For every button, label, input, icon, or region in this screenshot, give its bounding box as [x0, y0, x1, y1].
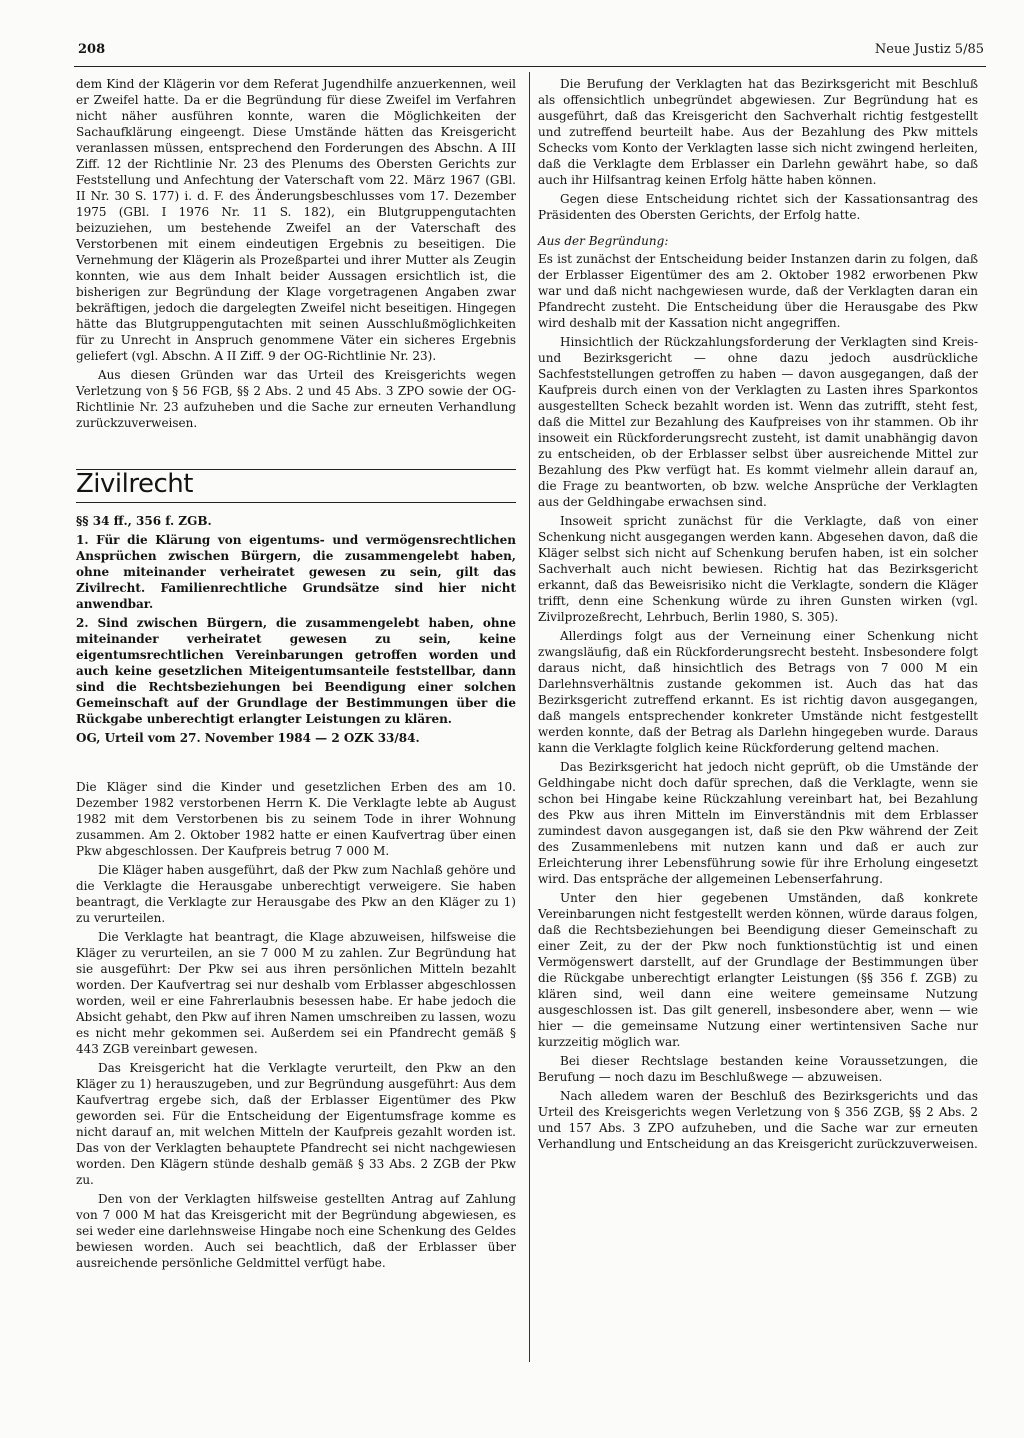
norms-reference: §§ 34 ff., 356 f. ZGB. [76, 514, 212, 528]
paragraph: Die Kläger sind die Kinder und gesetzlichen Erben des am 10. Dezember 1982 verstorbenen Herrn K. Die Verklagte lebte ab August 1982 mit dem Verstorbenen bis zu seinem Tode in ihrer Wohnung zusammen. Am 2. Oktober 1982 hatte er einen Kaufvertrag über einen Pkw abgeschlossen. Der Kaufpreis betrug 7 000 M. [76, 780, 516, 858]
paragraph: Insoweit spricht zunächst für die Verklagte, daß von einer Schenkung nicht ausgegangen werden kann. Abgesehen davon, daß die Kläger selbst sich nicht auf Schenkung berufen haben, ist ein solcher Sachverhalt auch nicht bewiesen. Richtig hat das Bezirksgericht erkannt, daß das Beweisrisiko nicht die Verklagte, sondern die Kläger trifft, denn eine Schenkung würde zu ihren Gunsten wirken (vgl. Zivilprozeßrecht, Lehrbuch, Berlin 1980, S. 305). [538, 514, 978, 624]
paragraph: Es ist zunächst der Entscheidung beider Instanzen darin zu folgen, daß der Erblasser Eigentümer des am 2. Oktober 1982 erworbenen Pkw war und daß nicht nachgewiesen wurde, daß der Verklagten daran ein Pfandrecht zusteht. Die Entscheidung über die Herausgabe des Pkw wird deshalb mit der Kassation nicht angegriffen. [538, 252, 978, 330]
paragraph: Nach alledem waren der Beschluß des Bezirksgerichts und das Urteil des Kreisgerichts wegen Verletzung von § 356 ZGB, §§ 2 Abs. 2 und 157 Abs. 3 ZPO aufzuheben, und die Sache war zur erneuten Verhandlung und Entscheidung an das Kreisgericht zurückzuverweisen. [538, 1089, 978, 1151]
paragraph: Die Kläger haben ausgeführt, daß der Pkw zum Nachlaß gehöre und die Verklagte die Herausgabe unberechtigt verweigere. Sie haben beantragt, die Verklagte zur Herausgabe des Pkw an den Kläger zu 1) zu verurteilen. [76, 863, 516, 925]
headnote-2: 2. Sind zwischen Bürgern, die zusammengelebt haben, ohne miteinander verheiratet gewesen zu sein, keine eigentumsrechtlichen Vereinbarungen getroffen worden und auch keine gesetzlichen Miteigentumsanteile feststellbar, dann sind die Rechtsbeziehungen bei Beendigung einer solchen Gemeinschaft auf der Grundlage der Bestimmungen über die Rückgabe unberechtigt erlangter Leistungen zu klären. [76, 616, 516, 726]
paragraph: Die Verklagte hat beantragt, die Klage abzuweisen, hilfsweise die Kläger zu verurteilen, an sie 7 000 M zu zahlen. Zur Begründung hat sie ausgeführt: Der Pkw sei aus ihren persönlichen Mitteln bezahlt worden. Der Kaufvertrag sei nur deshalb vom Erblasser abgeschlossen worden, weil er eine Fahrerlaubnis besessen habe. Er habe jedoch die Absicht gehabt, den Pkw auf ihren Namen umschreiben zu lassen, wozu es nicht mehr gekommen sei. Außerdem sei ein Pfandrecht gemäß § 443 ZGB vereinbart gewesen. [76, 930, 516, 1056]
section-title: Zivilrecht [76, 469, 193, 499]
headnote-1: 1. Für die Klärung von eigentums- und vermögensrechtlichen Ansprüchen zwischen Bürgern, die zusammengelebt haben, ohne miteinander verheiratet gewesen zu sein, gilt das Zivilrecht. Familienrechtliche Grundsätze sind hier nicht anwendbar. [76, 533, 516, 611]
column-divider [529, 72, 530, 1362]
journal-title: Neue Justiz 5/85 [874, 42, 984, 57]
paragraph: Aus diesen Gründen war das Urteil des Kreisgerichts wegen Verletzung von § 56 FGB, §§ 2 Abs. 2 und 45 Abs. 3 ZPO sowie der OG-Richtlinie Nr. 23 aufzuheben und die Sache zur erneuten Verhandlung zurückzuverweisen. [76, 368, 516, 430]
paragraph: Gegen diese Entscheidung richtet sich der Kassationsantrag des Präsidenten des Obersten Gerichts, der Erfolg hatte. [538, 192, 978, 222]
paragraph: Bei dieser Rechtslage bestanden keine Voraussetzungen, die Berufung — noch dazu im Beschlußwege — abzuweisen. [538, 1054, 978, 1084]
paragraph: Allerdings folgt aus der Verneinung einer Schenkung nicht zwangsläufig, daß ein Rückforderungsrecht besteht. Insbesondere folgt daraus nicht, daß hinsichtlich des Betrags von 7 000 M ein Darlehnsverhältnis zustande gekommen ist. Auch das hat das Bezirksgericht zutreffend erkannt. Es ist richtig davon ausgegangen, daß mangels entsprechender konkreter Umstände nicht festgestellt werden konnte, daß der Betrag als Darlehn hingegeben wurde. Daraus kann die Verklagte folglich keine Rückforderung geltend machen. [538, 629, 978, 755]
paragraph: Das Kreisgericht hat die Verklagte verurteilt, den Pkw an den Kläger zu 1) herauszugeben, und zur Begründung ausgeführt: Aus dem Kaufvertrag ergebe sich, daß der Erblasser Eigentümer des Pkw geworden sei. Für die Entscheidung der Eigentumsfrage komme es nicht darauf an, mit welchen Mitteln der Kaufpreis gezahlt worden ist. Das von der Verklagten behauptete Pfandrecht sei nicht nachgewiesen worden. Den Klägern stünde deshalb gemäß § 33 Abs. 2 ZGB der Pkw zu. [76, 1061, 516, 1187]
left-column [76, 76, 516, 1274]
paragraph: dem Kind der Klägerin vor dem Referat Jugendhilfe anzuerkennen, weil er Zweifel hatte. Da er die Begründung für diese Zweifel im Verfahren nicht näher ausführen konnte, waren die Möglichkeiten der Sachaufklärung eingeengt. Diese Umstände hätten das Kreisgericht veranlassen müssen, entsprechend den Forderungen des Abschn. A III Ziff. 12 der Richtlinie Nr. 23 des Plenums des Obersten Gerichts zur Feststellung und Anfechtung der Vaterschaft vom 22. März 1967 (GBl. II Nr. 30 S. 177) i. d. F. des Änderungsbeschlusses vom 17. Dezember 1975 (GBl. I 1976 Nr. 11 S. 182), ein Blutgruppengutachten beizuziehen, um bestehende Zweifel an der Vaterschaft des Verstorbenen mit einem eindeutigen Ergebnis zu beseitigen. Die Vernehmung der Klägerin als Prozeßpartei und ihrer Mutter als Zeugin konnten, wie aus dem Inhalt beider Aussagen ersichtlich ist, die bisherigen zur Begründung der Klage vorgetragenen Angaben zwar bekräftigen, jedoch die dargelegten Zweifel nicht beseitigen. Hingegen hätte das Blutgruppengutachten mit seinen Ausschlußmöglichkeiten für zu Unrecht in Anspruch genommene Väter ein sicheres Ergebnis geliefert (vgl. Abschn. A II Ziff. 9 der OG-Richtlinie Nr. 23). [76, 77, 516, 363]
right-column [538, 76, 978, 1155]
header-rule [74, 66, 986, 67]
spacer [76, 749, 516, 779]
decision-citation: OG, Urteil vom 27. November 1984 — 2 OZK 33/84. [76, 731, 420, 745]
paragraph: Das Bezirksgericht hat jedoch nicht geprüft, ob die Umstände der Geldhingabe nicht doch dafür sprechen, daß die Verklagte, wenn sie schon bei Hingabe keine Rückzahlung vereinbart hat, bei Bezahlung des Pkw aus ihren Mitteln im Einverständnis mit dem Erblasser zumindest davon ausgegangen ist, daß sie den Pkw während der Zeit des Zusammenlebens mit nutzen kann und daß er auch zur Erleichterung ihrer Lebensführung sowie für ihre Erholung eingesetzt wird. Das entspräche der allgemeinen Lebenserfahrung. [538, 760, 978, 886]
paragraph: Unter den hier gegebenen Umständen, daß konkrete Vereinbarungen nicht festgestellt werden können, würde daraus folgen, daß die Rechtsbeziehungen bei Beendigung dieser Gemeinschaft zu einer Zeit, zu der der Pkw noch funktionstüchtig ist und einen Vermögenswert darstellt, auf der Grundlage der Bestimmungen über die Rückgabe unberechtigt erlangter Leistungen (§§ 356 f. ZGB) zu klären sind, weil dann eine weitere gemeinsame Nutzung ausgeschlossen ist. Das gilt generell, insbesondere aber, wenn — wie hier — die gemeinsame Nutzung einer wertintensiven Sache nur kurzzeitig möglich war. [538, 891, 978, 1049]
paragraph: Die Berufung der Verklagten hat das Bezirksgericht mit Beschluß als offensichtlich unbegründet abgewiesen. Zur Begründung hat es ausgeführt, daß das Kreisgericht den Sachverhalt richtig festgestellt und zutreffend beurteilt habe. Aus der Bezahlung des Pkw mittels Schecks vom Konto der Verklagten lasse sich nicht zwingend herleiten, daß die Verklagte dem Erblasser ein Darlehn gewährt habe, so daß auch ihr Hilfsantrag keinen Erfolg hätte haben können. [538, 77, 978, 187]
page-number: 208 [78, 42, 106, 57]
reasons-heading: Aus der Begründung: [538, 234, 669, 248]
paragraph: Hinsichtlich der Rückzahlungsforderung der Verklagten sind Kreis- und Bezirksgericht — ohne dazu jedoch ausdrückliche Sachfeststellungen getroffen zu haben — davon ausgegangen, daß der Kaufpreis durch einen von der Verklagten zu Lasten ihres Sparkontos ausgestellten Scheck bezahlt worden ist. Wenn das zutrifft, steht fest, daß die Mittel zur Bezahlung des Kaufpreises von ihr stammen. Ob ihr insoweit ein Rückforderungsrecht zusteht, ist damit unabhängig davon zu entscheiden, ob der Erblasser selbst über ausreichende Mittel zur Bezahlung des Pkw verfügt hat. Es kommt vielmehr allein darauf an, die Frage zu beantworten, ob bzw. welche Ansprüche der Verklagten aus der Geldhingabe erwachsen sind. [538, 335, 978, 509]
section-underline [76, 502, 516, 503]
paragraph: Den von der Verklagten hilfsweise gestellten Antrag auf Zahlung von 7 000 M hat das Kreisgericht mit der Begründung abgewiesen, es sei weder eine darlehnsweise Hingabe noch eine Schenkung des Geldes bewiesen worden. Auch sei beachtlich, daß der Erblasser über ausreichende persönliche Geldmittel verfügt habe. [76, 1192, 516, 1270]
